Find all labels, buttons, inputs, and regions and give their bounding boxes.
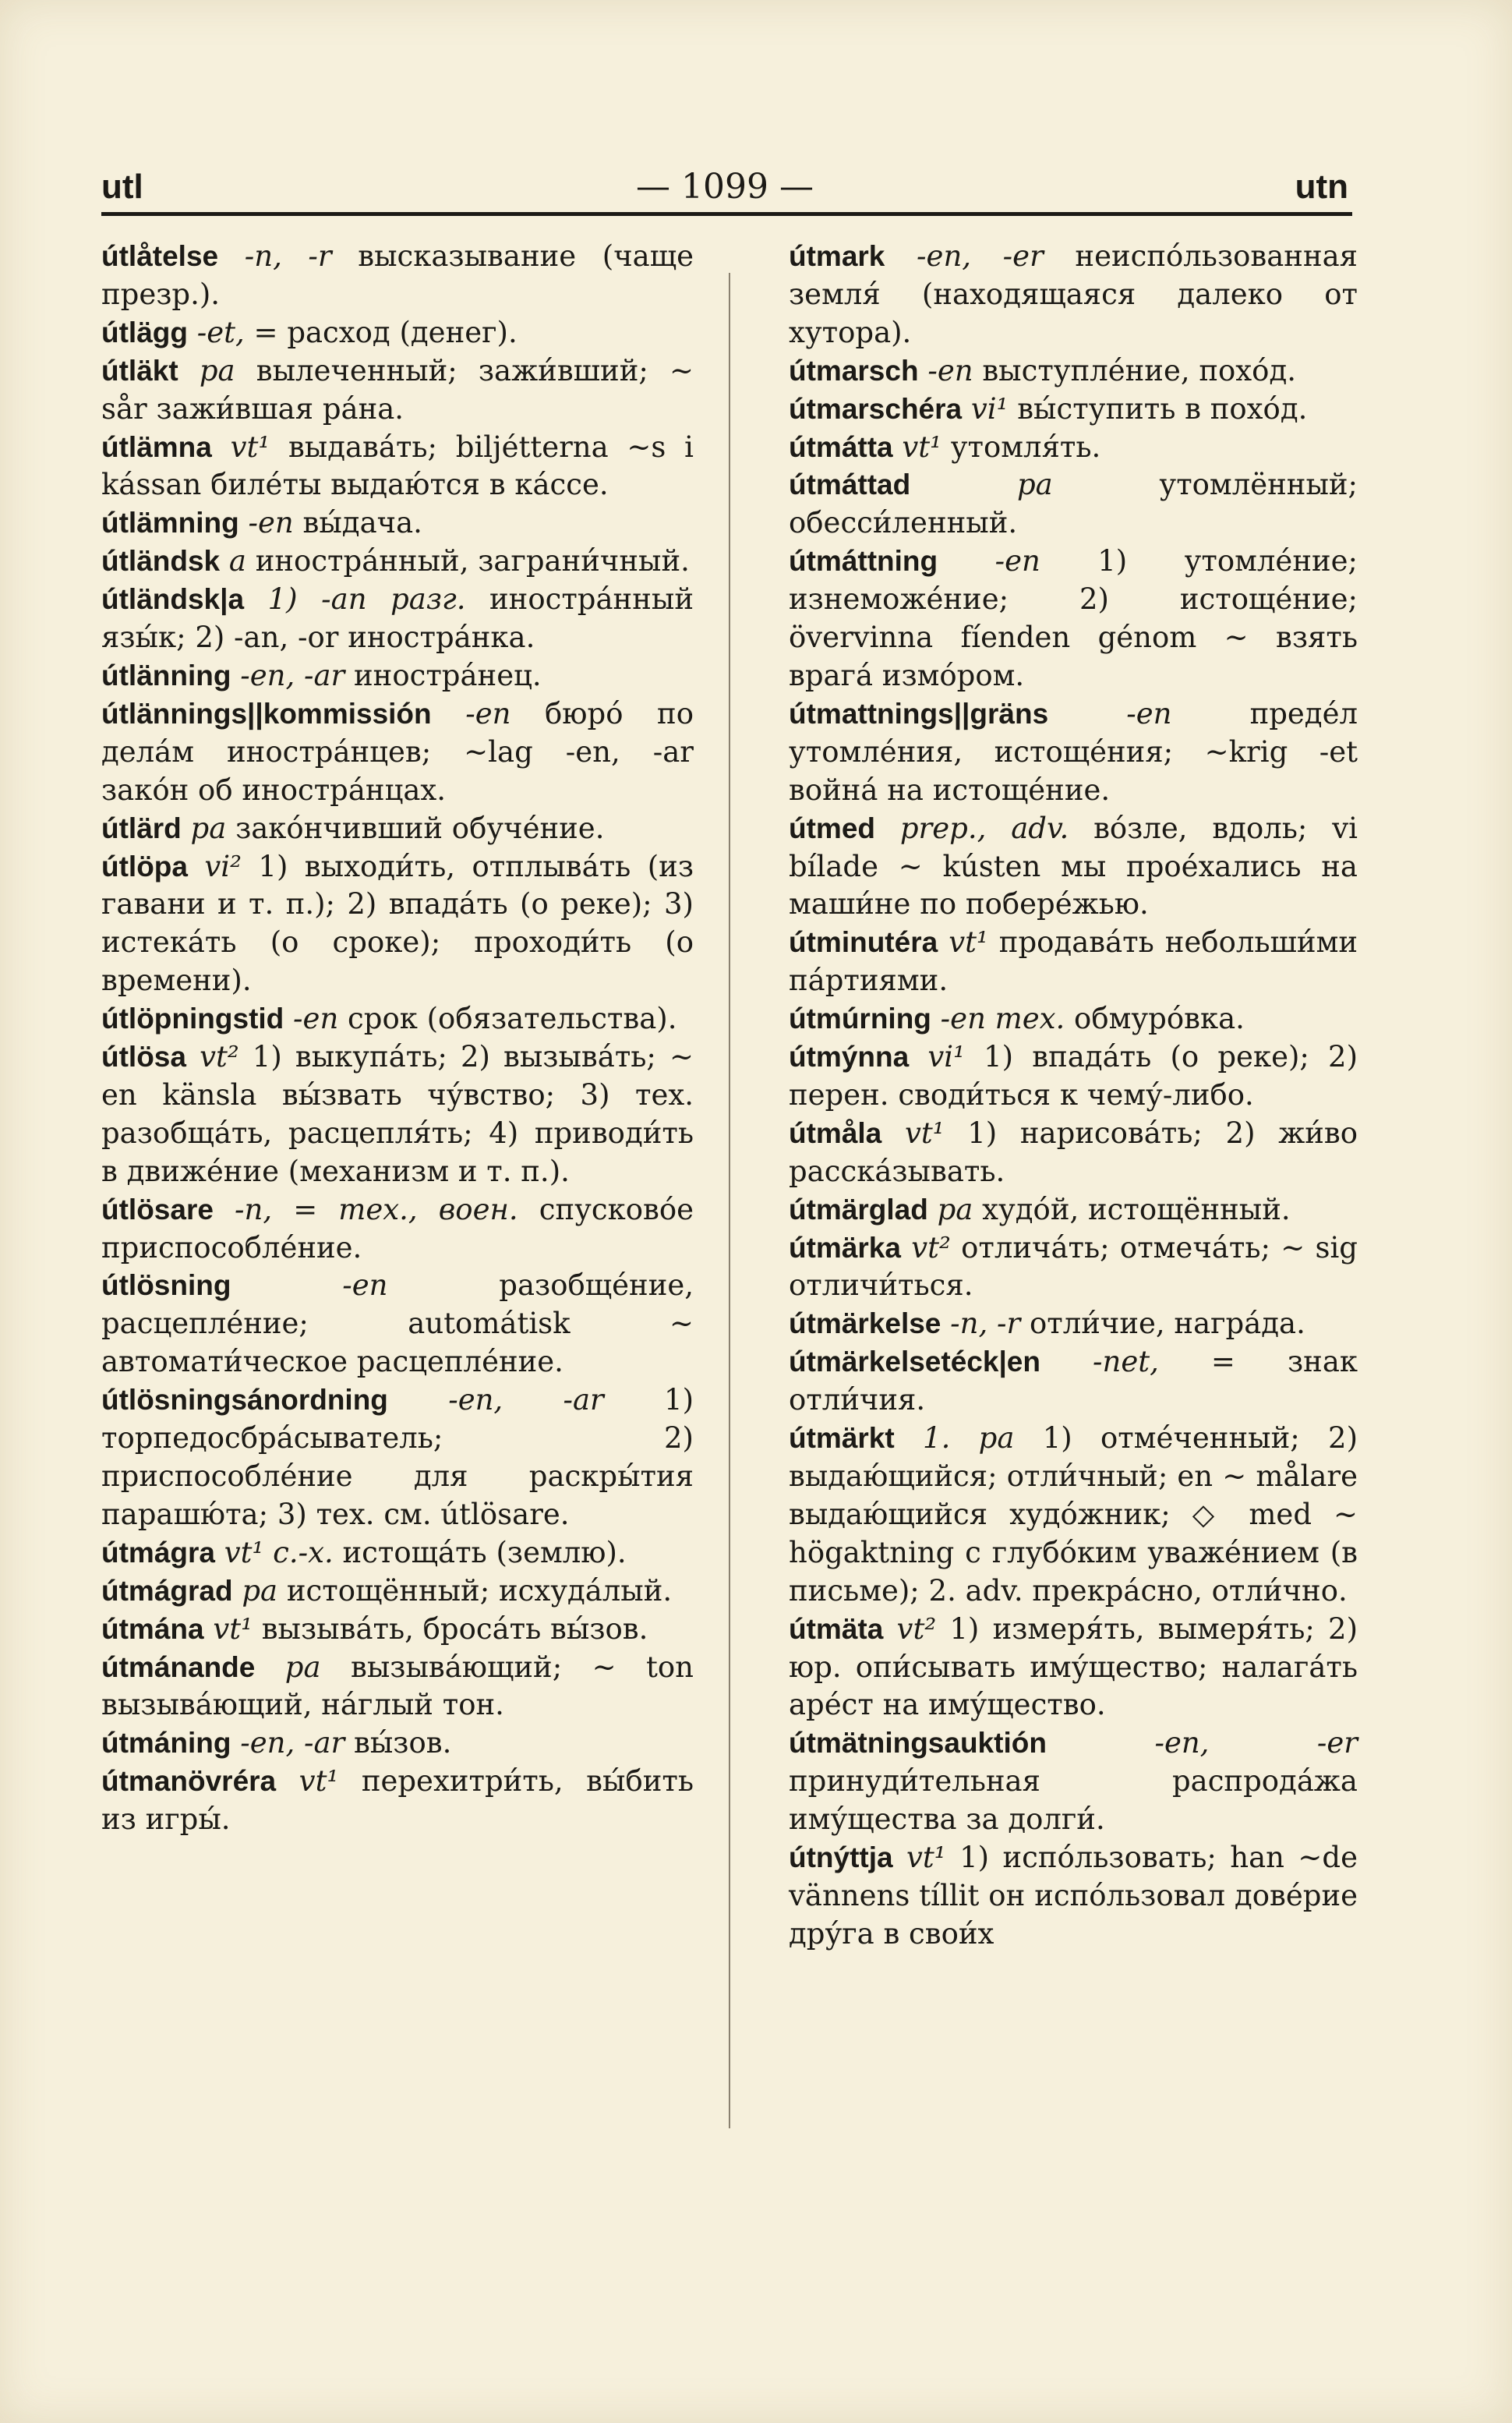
entry-grammar: -en [342, 1268, 388, 1303]
entry-headword: útlöpa [101, 850, 188, 883]
entry-grammar: vt² [911, 1230, 951, 1265]
entry-translation: истощённый; исхуда́лый. [286, 1573, 673, 1608]
entry-translation: иностра́нный язы́к; 2) -an, -or иностра́нка. [101, 582, 694, 655]
entry-headword: útlåtelse [101, 240, 219, 272]
entry-headword: útmána [101, 1612, 204, 1645]
entry-grammar: -en, -ar [240, 1726, 345, 1760]
entry-grammar: -n, = тех., воен. [235, 1192, 518, 1226]
entry-grammar: pa [284, 1650, 321, 1684]
entry-translation: вы́ступить в похо́д. [1017, 391, 1308, 426]
dictionary-entry [101, 1381, 694, 1534]
entry-grammar: -en [927, 353, 973, 387]
dictionary-entry [789, 238, 1358, 352]
entry-headword: útmágrad [101, 1574, 233, 1607]
entry-translation: отлича́ть; отмеча́ть; ~ sig отличи́ться. [789, 1230, 1358, 1303]
entry-grammar: -en, -ar [240, 658, 345, 692]
entry-grammar: pa [937, 1192, 973, 1226]
entry-headword: útmärka [789, 1231, 901, 1264]
entry-grammar: vt¹ [904, 1116, 945, 1150]
dictionary-entry [789, 1191, 1358, 1229]
dictionary-entry [101, 1763, 694, 1839]
entry-headword: útlämna [101, 430, 212, 463]
dictionary-entry [101, 810, 694, 848]
entry-translation: истоща́ть (землю). [342, 1535, 627, 1569]
dictionary-entry [789, 1038, 1358, 1115]
dictionary-entry [101, 238, 694, 314]
entry-headword: útmåla [789, 1116, 882, 1149]
entry-translation: 1) нарисова́ть; 2) жи́во расска́зывать. [789, 1116, 1358, 1188]
entry-grammar: vt¹ [230, 430, 270, 464]
entry-headword: útmätningsauktión [789, 1727, 1047, 1760]
entry-grammar: vi¹ [970, 391, 1009, 426]
entry-headword: útmáning [101, 1727, 231, 1760]
entry-translation: утомля́ть. [950, 430, 1101, 464]
entry-headword: útmánande [101, 1650, 256, 1683]
header-rule [101, 212, 1352, 216]
dictionary-entry [101, 504, 694, 543]
dictionary-entry [101, 314, 694, 352]
entry-headword: útmarsch [789, 354, 919, 387]
entry-translation: обмуро́вка. [1074, 1002, 1245, 1036]
entry-grammar: -en, -ar [448, 1383, 604, 1417]
entry-translation: вы́дача. [302, 506, 422, 540]
dictionary-entry [789, 1305, 1358, 1343]
entry-grammar: -net, = [1093, 1345, 1235, 1379]
entry-headword: útlännings||kommissión [101, 697, 432, 730]
dictionary-entry [789, 924, 1358, 1000]
dictionary-entry [101, 848, 694, 1001]
entry-translation: 1) выкупа́ть; 2) вызыва́ть; ~ en känsla вы́звать чу́вство; 3) тех. разобща́ть, расцепля́ть; 4) приводи́ть в движе́ние (механизм и т. п.). [101, 1040, 694, 1188]
entry-headword: útlösa [101, 1041, 186, 1074]
entry-translation: 1) впада́ть (о реке); 2) перен. своди́ться к чему́-либо. [789, 1040, 1358, 1112]
entry-translation: перехитри́ть, вы́бить из игры́. [101, 1764, 694, 1837]
entry-headword: útlämning [101, 507, 239, 539]
entry-translation: срок (обязательства). [348, 1002, 677, 1036]
entry-headword: útmúrning [789, 1003, 931, 1035]
dictionary-entry [101, 1191, 694, 1268]
entry-translation: вызыва́ть, броса́ть вы́зов. [261, 1611, 648, 1646]
dictionary-entry [789, 1000, 1358, 1038]
entry-grammar: -en, -er [1154, 1726, 1358, 1760]
entry-translation: во́зле, вдоль; vi bílade ~ kústen мы прое́хались на маши́не по побере́жью. [789, 811, 1358, 921]
dictionary-entry [101, 695, 694, 810]
entry-translation: иностра́нец. [354, 658, 542, 692]
entry-translation: утомлённый; обесси́ленный. [789, 468, 1358, 540]
entry-headword: útlärd [101, 812, 182, 844]
entry-grammar: vt¹ с.-х. [224, 1535, 334, 1569]
entry-headword: útländsk [101, 545, 221, 578]
entry-grammar: 1) -an разг. [267, 582, 466, 617]
entry-translation: отли́чие, награ́да. [1029, 1307, 1305, 1341]
entry-headword: útmanövréra [101, 1765, 277, 1798]
dictionary-entry [101, 1611, 694, 1649]
dictionary-entry [789, 352, 1358, 391]
dictionary-entry [789, 391, 1358, 429]
entry-headword: útlösare [101, 1193, 214, 1226]
entry-headword: útläkt [101, 354, 178, 387]
entry-grammar: vt¹ [213, 1611, 253, 1646]
entry-translation: иностра́нный, заграни́чный. [255, 544, 690, 578]
entry-translation: принуди́тельная распрода́жа иму́щества за долги́. [789, 1764, 1358, 1837]
dictionary-entry [789, 543, 1358, 695]
dictionary-entry [101, 352, 694, 429]
entry-headword: útlöpningstid [101, 1003, 284, 1035]
entry-headword: útmed [789, 812, 875, 844]
entry-translation: вы́зов. [354, 1726, 452, 1760]
dictionary-entry [789, 1611, 1358, 1725]
header-right-guideword: utn [1295, 168, 1348, 206]
entry-translation: 1) утомле́ние; изнеможе́ние; 2) истоще́ние; övervinna fíenden génom ~ взять врага́ измо́ром. [789, 544, 1358, 692]
page-number: — 1099 — [636, 167, 814, 207]
entry-headword: útmark [789, 240, 885, 272]
entry-grammar: -en [1126, 696, 1172, 730]
entry-grammar: -en, -er [917, 239, 1044, 273]
entry-headword: útmýnna [789, 1041, 910, 1074]
entry-grammar: -en тех. [940, 1002, 1065, 1036]
dictionary-entry [789, 1724, 1358, 1839]
right-column [789, 238, 1358, 1954]
entry-headword: útnýttja [789, 1841, 893, 1874]
dictionary-entry [101, 1724, 694, 1763]
dictionary-entry [101, 429, 694, 505]
entry-headword: útmáttad [789, 469, 911, 501]
entry-grammar: a [228, 544, 246, 578]
entry-grammar: vt² [896, 1611, 937, 1646]
entry-grammar: pa [1016, 468, 1053, 502]
entry-translation: худо́й, истощённый. [982, 1192, 1291, 1226]
entry-translation: 1) выходи́ть, отплыва́ть (из гавани и т. п.); 2) впада́ть (о реке); 3) истека́ть (о сроке); проходи́ть (о времени). [101, 849, 694, 998]
entry-headword: útmärglad [789, 1193, 928, 1226]
dictionary-entry [101, 1572, 694, 1611]
entry-translation: вылеченный; зажи́вший; ~ sår зажи́вшая ра́на. [101, 353, 694, 426]
dictionary-entry [101, 1649, 694, 1725]
dictionary-entry [789, 1839, 1358, 1954]
column-divider [729, 273, 730, 2128]
entry-translation: разобще́ние, расцепле́ние; automátisk ~ автомати́ческое расцепле́ние. [101, 1268, 694, 1379]
dictionary-entry [101, 1000, 694, 1038]
entry-translation: продава́ть небольши́ми па́ртиями. [789, 925, 1358, 998]
entry-translation: 1) отме́ченный; 2) выдаю́щийся; отли́чный; en ~ målare выдаю́щийся худо́жник; ◇ med ~ högaktning с глубо́ким уваже́нием (в письме); 2. adv. прекра́сно, отли́чно. [789, 1421, 1358, 1608]
entry-translation: бюро́ по дела́м иностра́нцев; ~lag -en, -ar зако́н об иностра́нцах. [101, 696, 694, 807]
dictionary-entry [101, 581, 694, 657]
entry-grammar: pa [199, 353, 235, 387]
entry-translation: неиспо́льзованная земля́ (находящаяся далеко от хутора). [789, 239, 1358, 349]
entry-headword: útmarschéra [789, 392, 963, 425]
entry-headword: útmágra [101, 1536, 215, 1569]
entry-headword: útmátta [789, 430, 893, 463]
entry-translation: высказывание (чаще презр.). [101, 239, 694, 311]
entry-grammar: -en [293, 1002, 339, 1036]
entry-translation: спусково́е приспособле́ние. [101, 1192, 694, 1265]
entry-grammar: -en [248, 506, 294, 540]
entry-grammar: pa [190, 811, 227, 845]
entry-grammar: vt¹ [949, 925, 988, 960]
entry-grammar: vt¹ [906, 1841, 946, 1875]
entry-headword: útmäta [789, 1612, 884, 1645]
dictionary-entry [101, 1038, 694, 1191]
entry-translation: выступле́ние, похо́д. [982, 353, 1296, 387]
entry-translation: расход (денег). [287, 315, 518, 349]
dictionary-entry [101, 1267, 694, 1381]
entry-headword: útlänning [101, 659, 231, 692]
dictionary-entry [789, 1343, 1358, 1420]
dictionary-entry [789, 1115, 1358, 1191]
entry-headword: útländsk|a [101, 583, 245, 616]
entry-grammar: -en [994, 544, 1040, 578]
entry-headword: útminutéra [789, 926, 938, 959]
dictionary-entry [101, 1534, 694, 1572]
entry-translation: преде́л утомле́ния, истоще́ния; ~krig -et война́ на истоще́ние. [789, 696, 1358, 807]
entry-headword: útmärkelsetéck|en [789, 1346, 1040, 1378]
entry-headword: útlösning [101, 1269, 231, 1302]
entry-headword: útmáttning [789, 545, 938, 578]
dictionary-entry [789, 429, 1358, 467]
entry-grammar: 1. pa [923, 1421, 1015, 1456]
entry-translation: выдава́ть; biljétterna ~s i kássan биле́ты выдаю́тся в ка́ссе. [101, 430, 694, 502]
entry-headword: útmattnings||gräns [789, 697, 1049, 730]
entry-translation: 1) измеря́ть, вымеря́ть; 2) юр. опи́сывать иму́щество; налага́ть аре́ст на иму́щество. [789, 1611, 1358, 1722]
left-column [101, 238, 694, 1839]
entry-grammar: vi² [204, 849, 242, 883]
entry-headword: útmärkt [789, 1422, 895, 1455]
dictionary-entry [789, 1229, 1358, 1306]
dictionary-entry [101, 543, 694, 581]
entry-grammar: -n, -r [950, 1307, 1021, 1341]
entry-grammar: vt¹ [299, 1764, 339, 1799]
entry-grammar: vi¹ [927, 1040, 965, 1074]
header-left-guideword: utl [101, 168, 143, 206]
dictionary-entry [789, 810, 1358, 925]
entry-grammar: pa [242, 1573, 278, 1608]
dictionary-entry [789, 466, 1358, 543]
entry-grammar: -et, = [196, 315, 278, 349]
entry-grammar: vt² [200, 1040, 239, 1074]
entry-translation: зако́нчивший обуче́ние. [235, 811, 605, 845]
entry-headword: útlägg [101, 316, 188, 348]
page-header [101, 160, 1348, 214]
entry-translation: знак отли́чия. [789, 1345, 1358, 1417]
dictionary-entry [789, 1420, 1358, 1611]
entry-headword: útlösningsánordning [101, 1384, 388, 1417]
entry-grammar: vt¹ [902, 430, 941, 464]
entry-translation: 1) торпедосбра́сыватель; 2) приспособле́ние для раскры́тия парашю́та; 3) тех. см. útlösare. [101, 1383, 694, 1531]
entry-grammar: -n, -r [244, 239, 332, 273]
dictionary-entry [101, 657, 694, 695]
entry-grammar: prep., adv. [899, 811, 1069, 845]
entry-headword: útmärkelse [789, 1307, 941, 1340]
entry-translation: 1) испо́льзовать; han ~de vännens tíllit он испо́льзовал дове́рие дру́га в свои́х [789, 1841, 1358, 1951]
entry-translation: вызыва́ющий; ~ ton вызыва́ющий, на́глый тон. [101, 1650, 694, 1722]
entry-grammar: -en [465, 696, 511, 730]
dictionary-entry [789, 695, 1358, 810]
